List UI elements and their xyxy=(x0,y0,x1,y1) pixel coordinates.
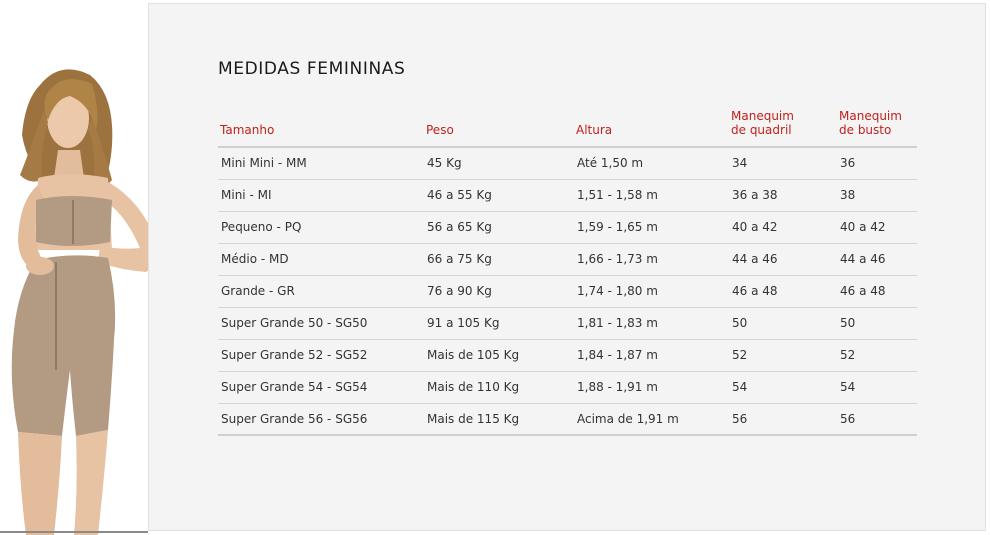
model-neck xyxy=(54,150,84,178)
cell-bust: 38 xyxy=(837,179,917,211)
table-row xyxy=(218,147,917,179)
cell-hip: 44 a 46 xyxy=(729,243,837,275)
cell-size: Super Grande 50 - SG50 xyxy=(218,307,424,339)
size-table xyxy=(218,109,917,436)
cell-weight: 45 Kg xyxy=(424,147,574,179)
cell-hip: 36 a 38 xyxy=(729,179,837,211)
cell-hip: 40 a 42 xyxy=(729,211,837,243)
cell-height: 1,51 - 1,58 m xyxy=(574,179,729,211)
cell-hip: 34 xyxy=(729,147,837,179)
header-bust-line1: Manequim xyxy=(839,109,902,123)
table-row xyxy=(218,307,917,339)
cell-height: 1,84 - 1,87 m xyxy=(574,339,729,371)
cell-height: 1,66 - 1,73 m xyxy=(574,243,729,275)
cell-bust: 56 xyxy=(837,403,917,435)
header-hip xyxy=(729,109,837,147)
table-row xyxy=(218,339,917,371)
table-header-row xyxy=(218,109,917,147)
cell-bust: 40 a 42 xyxy=(837,211,917,243)
cell-weight: 66 a 75 Kg xyxy=(424,243,574,275)
cell-height: Até 1,50 m xyxy=(574,147,729,179)
table-row xyxy=(218,179,917,211)
cell-size: Médio - MD xyxy=(218,243,424,275)
header-hip-line2: de quadril xyxy=(731,123,792,137)
cell-weight: Mais de 110 Kg xyxy=(424,371,574,403)
cell-hip: 52 xyxy=(729,339,837,371)
cell-weight: 46 a 55 Kg xyxy=(424,179,574,211)
model-bodysuit xyxy=(12,255,115,436)
table-row xyxy=(218,211,917,243)
table-row xyxy=(218,403,917,435)
cell-weight: Mais de 115 Kg xyxy=(424,403,574,435)
model-photo xyxy=(0,0,170,535)
page-title: MEDIDAS FEMININAS xyxy=(218,59,406,79)
cell-hip: 54 xyxy=(729,371,837,403)
header-bust xyxy=(837,109,917,147)
header-height: Altura xyxy=(574,109,729,147)
cell-size: Pequeno - PQ xyxy=(218,211,424,243)
cell-weight: Mais de 105 Kg xyxy=(424,339,574,371)
cell-size: Super Grande 54 - SG54 xyxy=(218,371,424,403)
table-row xyxy=(218,275,917,307)
cell-height: 1,88 - 1,91 m xyxy=(574,371,729,403)
header-size: Tamanho xyxy=(218,109,424,147)
cell-bust: 52 xyxy=(837,339,917,371)
cell-hip: 46 a 48 xyxy=(729,275,837,307)
table-row xyxy=(218,243,917,275)
cell-bust: 44 a 46 xyxy=(837,243,917,275)
table-row xyxy=(218,371,917,403)
header-bust-line2: de busto xyxy=(839,123,892,137)
cell-height: 1,74 - 1,80 m xyxy=(574,275,729,307)
cell-weight: 56 a 65 Kg xyxy=(424,211,574,243)
cell-size: Grande - GR xyxy=(218,275,424,307)
cell-height: 1,59 - 1,65 m xyxy=(574,211,729,243)
model-hand xyxy=(26,257,54,275)
cell-size: Super Grande 52 - SG52 xyxy=(218,339,424,371)
cell-size: Mini Mini - MM xyxy=(218,147,424,179)
cell-bust: 46 a 48 xyxy=(837,275,917,307)
header-hip-line1: Manequim xyxy=(731,109,794,123)
model-baseline xyxy=(0,531,148,533)
cell-weight: 91 a 105 Kg xyxy=(424,307,574,339)
model-leg-right xyxy=(74,430,108,535)
header-weight: Peso xyxy=(424,109,574,147)
cell-bust: 50 xyxy=(837,307,917,339)
cell-height: 1,81 - 1,83 m xyxy=(574,307,729,339)
model-leg-left xyxy=(18,432,62,535)
cell-size: Super Grande 56 - SG56 xyxy=(218,403,424,435)
cell-bust: 36 xyxy=(837,147,917,179)
cell-hip: 56 xyxy=(729,403,837,435)
cell-bust: 54 xyxy=(837,371,917,403)
cell-size: Mini - MI xyxy=(218,179,424,211)
cell-height: Acima de 1,91 m xyxy=(574,403,729,435)
cell-hip: 50 xyxy=(729,307,837,339)
cell-weight: 76 a 90 Kg xyxy=(424,275,574,307)
